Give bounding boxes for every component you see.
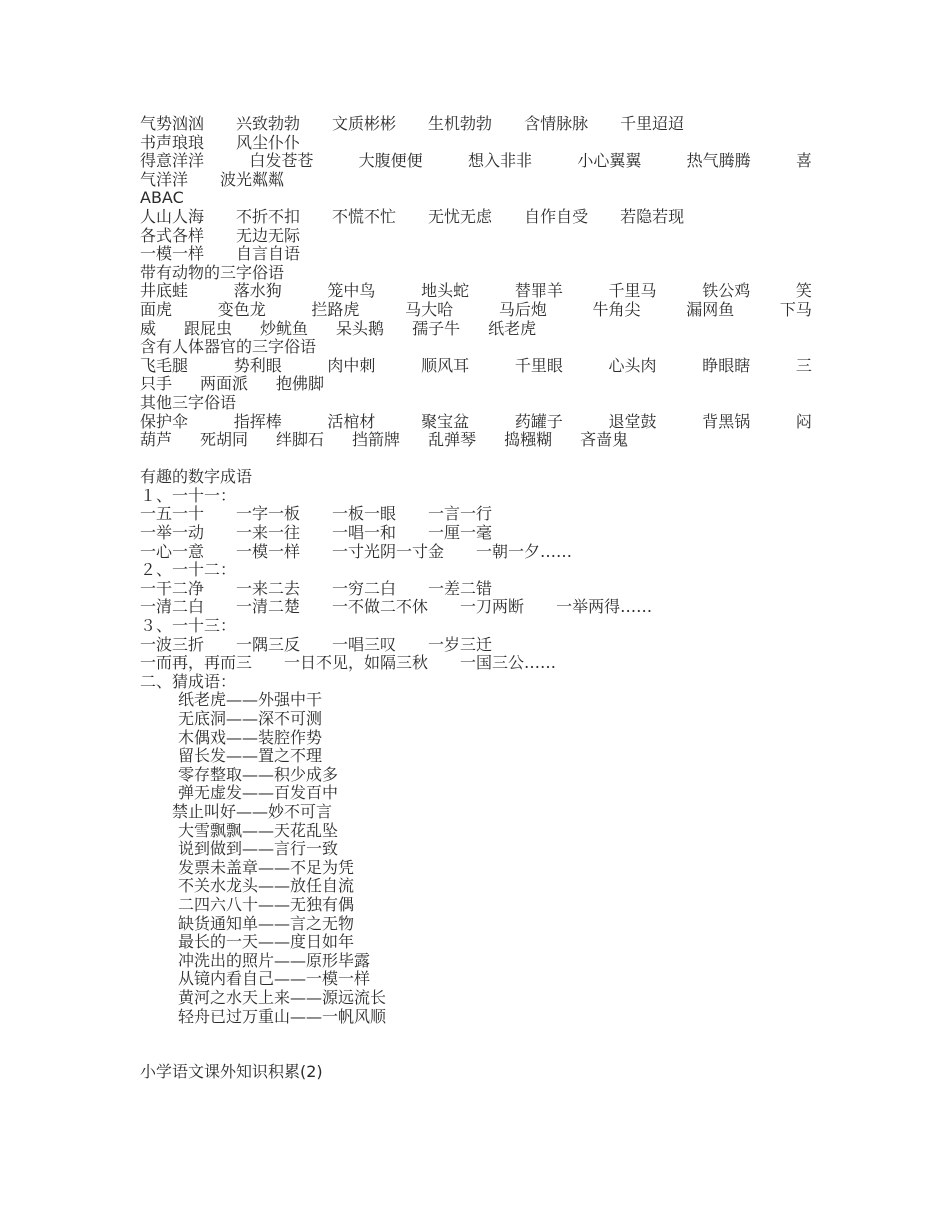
list-item: 一字一板 <box>236 504 301 524</box>
body-heading: 含有人体器官的三字俗语 <box>140 337 317 357</box>
list-item: 势利眼 <box>233 355 282 375</box>
list-item: 一举一动 <box>140 523 205 543</box>
list-item: 一国三公…… <box>460 653 557 673</box>
riddles-list-1 <box>140 691 812 803</box>
list-item: 变色龙 <box>217 299 266 319</box>
list-item: 一日不见，如隔三秋 <box>284 653 429 673</box>
footer-title: 小学语文课外知识积累(2) <box>140 1062 323 1082</box>
list-item: 一模一样 <box>140 244 205 264</box>
list-item: 一岁三迁 <box>428 634 493 654</box>
list-item: 纸老虎 <box>488 318 537 338</box>
list-item: 一来二去 <box>236 578 301 598</box>
other-line-1 <box>140 413 812 432</box>
list-item: 挡箭牌 <box>352 430 401 450</box>
list-item: 井底蛙 <box>140 281 189 301</box>
list-item: 保护伞 <box>140 411 189 431</box>
list-item: 笑 <box>795 281 812 301</box>
spacer <box>140 1026 812 1063</box>
list-item: 活棺材 <box>327 411 376 431</box>
abac-line-2 <box>140 227 812 246</box>
numbers-heading: 有趣的数字成语 <box>140 467 253 487</box>
list-item: 吝啬鬼 <box>580 430 629 450</box>
list-item: 喜 <box>795 151 812 171</box>
numbers-sub1-line-3 <box>140 543 812 562</box>
list-item: 兴致勃勃 <box>236 114 301 133</box>
list-item: 马大哈 <box>405 299 454 319</box>
list-item: 乱弹琴 <box>428 430 477 450</box>
numbers-sub-3: ３、一十三： <box>140 616 237 636</box>
list-item: 一心一意 <box>140 541 205 561</box>
list-item: 一举两得…… <box>556 597 653 617</box>
list-item: 顺风耳 <box>421 355 470 375</box>
list-item: 白发苍苍 <box>249 151 314 171</box>
riddle-item-offset: 禁止叫好——妙不可言 <box>172 801 333 821</box>
list-item: 一唱一和 <box>332 523 397 543</box>
list-item: 小心翼翼 <box>577 151 642 171</box>
list-item: 人山人海 <box>140 206 205 226</box>
list-item: 抱佛脚 <box>276 374 325 394</box>
list-item: 一干二净 <box>140 578 205 598</box>
list-item: 聚宝盆 <box>421 411 470 431</box>
list-item: 想入非非 <box>467 151 532 171</box>
list-item: 面虎 <box>140 299 173 319</box>
list-item: 一穷二白 <box>332 578 397 598</box>
list-item: 闷 <box>795 411 812 431</box>
riddle-item: 二四六八十——无独有偶 <box>178 894 355 914</box>
list-item: 大腹便便 <box>358 151 423 171</box>
list-item: 无边无际 <box>236 225 301 245</box>
riddle-item: 大雪飘飘——天花乱坠 <box>178 820 339 840</box>
riddles-list-2 <box>140 822 812 1027</box>
riddles-heading: 二、猜成语： <box>140 671 237 691</box>
list-item: 一而再，再而三 <box>140 653 253 673</box>
body-line-2 <box>140 375 812 394</box>
list-item: 只手 <box>140 374 173 394</box>
aabb-line-4 <box>140 171 812 190</box>
list-item: 气势汹汹 <box>140 114 205 133</box>
riddle-item: 说到做到——言行一致 <box>178 839 339 859</box>
list-item: 一刀两断 <box>460 597 525 617</box>
list-item: 下马 <box>779 299 812 319</box>
list-item: 拦路虎 <box>311 299 360 319</box>
list-item: 不慌不忙 <box>332 206 397 226</box>
list-item: 自作自受 <box>524 206 589 226</box>
list-item: 得意洋洋 <box>140 151 205 171</box>
list-item: 漏网鱼 <box>686 299 735 319</box>
list-item: 一唱三叹 <box>332 634 397 654</box>
list-item: 跟屁虫 <box>184 318 233 338</box>
list-item: 两面派 <box>200 374 249 394</box>
riddle-item: 发票未盖章——不足为凭 <box>178 857 355 877</box>
list-item: 一厘一毫 <box>428 523 493 543</box>
body-line-1 <box>140 357 812 376</box>
list-item: 退堂鼓 <box>608 411 657 431</box>
list-item: 威 <box>140 318 157 338</box>
list-item: 一言一行 <box>428 504 493 524</box>
list-item: 肉中刺 <box>327 355 376 375</box>
riddle-item: 冲洗出的照片——原形毕露 <box>178 950 371 970</box>
riddle-item: 从镜内看自己——一模一样 <box>178 969 371 989</box>
list-item: 一朝一夕…… <box>476 541 573 561</box>
animals-line-3 <box>140 320 812 339</box>
list-item: 一隅三反 <box>236 634 301 654</box>
aabb-line-1 <box>140 115 812 134</box>
list-item: 背黑锅 <box>702 411 751 431</box>
riddle-item: 零存整取——积少成多 <box>178 764 339 784</box>
list-item: 绊脚石 <box>276 430 325 450</box>
numbers-sub1-line-2 <box>140 524 812 543</box>
list-item: 千里眼 <box>514 355 563 375</box>
list-item: 落水狗 <box>233 281 282 301</box>
list-item: 波光粼粼 <box>220 169 285 189</box>
spacer <box>140 450 812 469</box>
list-item: 一差二错 <box>428 578 493 598</box>
list-item: 三 <box>795 355 812 375</box>
list-item: 一不做二不休 <box>332 597 429 617</box>
riddle-item: 留长发——置之不理 <box>178 746 323 766</box>
list-item: 气洋洋 <box>140 169 189 189</box>
list-item: 一模一样 <box>236 541 301 561</box>
list-item: 无忧无虑 <box>428 206 493 226</box>
list-item: 死胡同 <box>200 430 249 450</box>
list-item: 一清二白 <box>140 597 205 617</box>
animals-line-2 <box>140 301 812 320</box>
riddle-item: 弹无虚发——百发百中 <box>178 783 339 803</box>
numbers-sub2-line-2 <box>140 598 812 617</box>
list-item: 心头肉 <box>608 355 657 375</box>
list-item: 生机勃勃 <box>428 114 493 133</box>
list-item: 一清二楚 <box>236 597 301 617</box>
numbers-sub-1: １、一十一： <box>140 485 237 505</box>
list-item: 各式各样 <box>140 225 205 245</box>
list-item: 炒鱿鱼 <box>260 318 309 338</box>
abac-line-3 <box>140 245 812 264</box>
list-item: 替罪羊 <box>514 281 563 301</box>
list-item: 文质彬彬 <box>332 114 397 133</box>
list-item: 一五一十 <box>140 504 205 524</box>
list-item: 牛角尖 <box>592 299 641 319</box>
list-item: 风尘仆仆 <box>236 132 301 152</box>
list-item: 热气腾腾 <box>686 151 751 171</box>
riddle-item: 缺货通知单——言之无物 <box>178 913 355 933</box>
riddle-item: 最长的一天——度日如年 <box>178 932 355 952</box>
list-item: 不折不扣 <box>236 206 301 226</box>
list-item: 孺子牛 <box>412 318 461 338</box>
riddle-item: 木偶戏——装腔作势 <box>178 727 323 747</box>
abac-line-1 <box>140 208 812 227</box>
list-item: 书声琅琅 <box>140 132 205 152</box>
riddle-item: 轻舟已过万重山——一帆风顺 <box>178 1006 387 1026</box>
list-item: 若隐若现 <box>620 206 685 226</box>
numbers-sub3-line-1 <box>140 636 812 655</box>
list-item: 含情脉脉 <box>524 114 589 133</box>
riddle-item: 纸老虎——外强中干 <box>178 690 323 710</box>
aabb-line-3 <box>140 152 812 171</box>
numbers-sub2-line-1 <box>140 580 812 599</box>
list-item: 药罐子 <box>514 411 563 431</box>
aabb-line-2 <box>140 134 812 153</box>
numbers-sub-2: ２、一十二： <box>140 560 237 580</box>
animals-heading: 带有动物的三字俗语 <box>140 262 285 282</box>
list-item: 笼中鸟 <box>327 281 376 301</box>
list-item: 地头蛇 <box>421 281 470 301</box>
list-item: 一板一眼 <box>332 504 397 524</box>
abac-heading: ABAC <box>140 188 184 208</box>
list-item: 葫芦 <box>140 430 173 450</box>
list-item: 自言自语 <box>236 244 301 264</box>
list-item: 捣糨糊 <box>504 430 553 450</box>
document-body <box>140 115 812 1082</box>
list-item: 睁眼瞎 <box>702 355 751 375</box>
list-item: 千里马 <box>608 281 657 301</box>
riddle-item: 不关水龙头——放任自流 <box>178 876 355 896</box>
list-item: 飞毛腿 <box>140 355 189 375</box>
riddle-item: 无底洞——深不可测 <box>178 709 323 728</box>
list-item: 一寸光阴一寸金 <box>332 541 445 561</box>
numbers-sub3-line-2 <box>140 654 812 673</box>
animals-line-1 <box>140 282 812 301</box>
list-item: 指挥棒 <box>233 411 282 431</box>
list-item: 铁公鸡 <box>702 281 751 301</box>
other-heading: 其他三字俗语 <box>140 392 237 412</box>
list-item: 千里迢迢 <box>620 114 685 133</box>
list-item: 呆头鹅 <box>336 318 385 338</box>
riddle-item: 黄河之水天上来——源远流长 <box>178 987 387 1007</box>
list-item: 一波三折 <box>140 634 205 654</box>
list-item: 马后炮 <box>498 299 547 319</box>
list-item: 一来一往 <box>236 523 301 543</box>
other-line-2 <box>140 431 812 450</box>
numbers-sub1-line-1 <box>140 505 812 524</box>
